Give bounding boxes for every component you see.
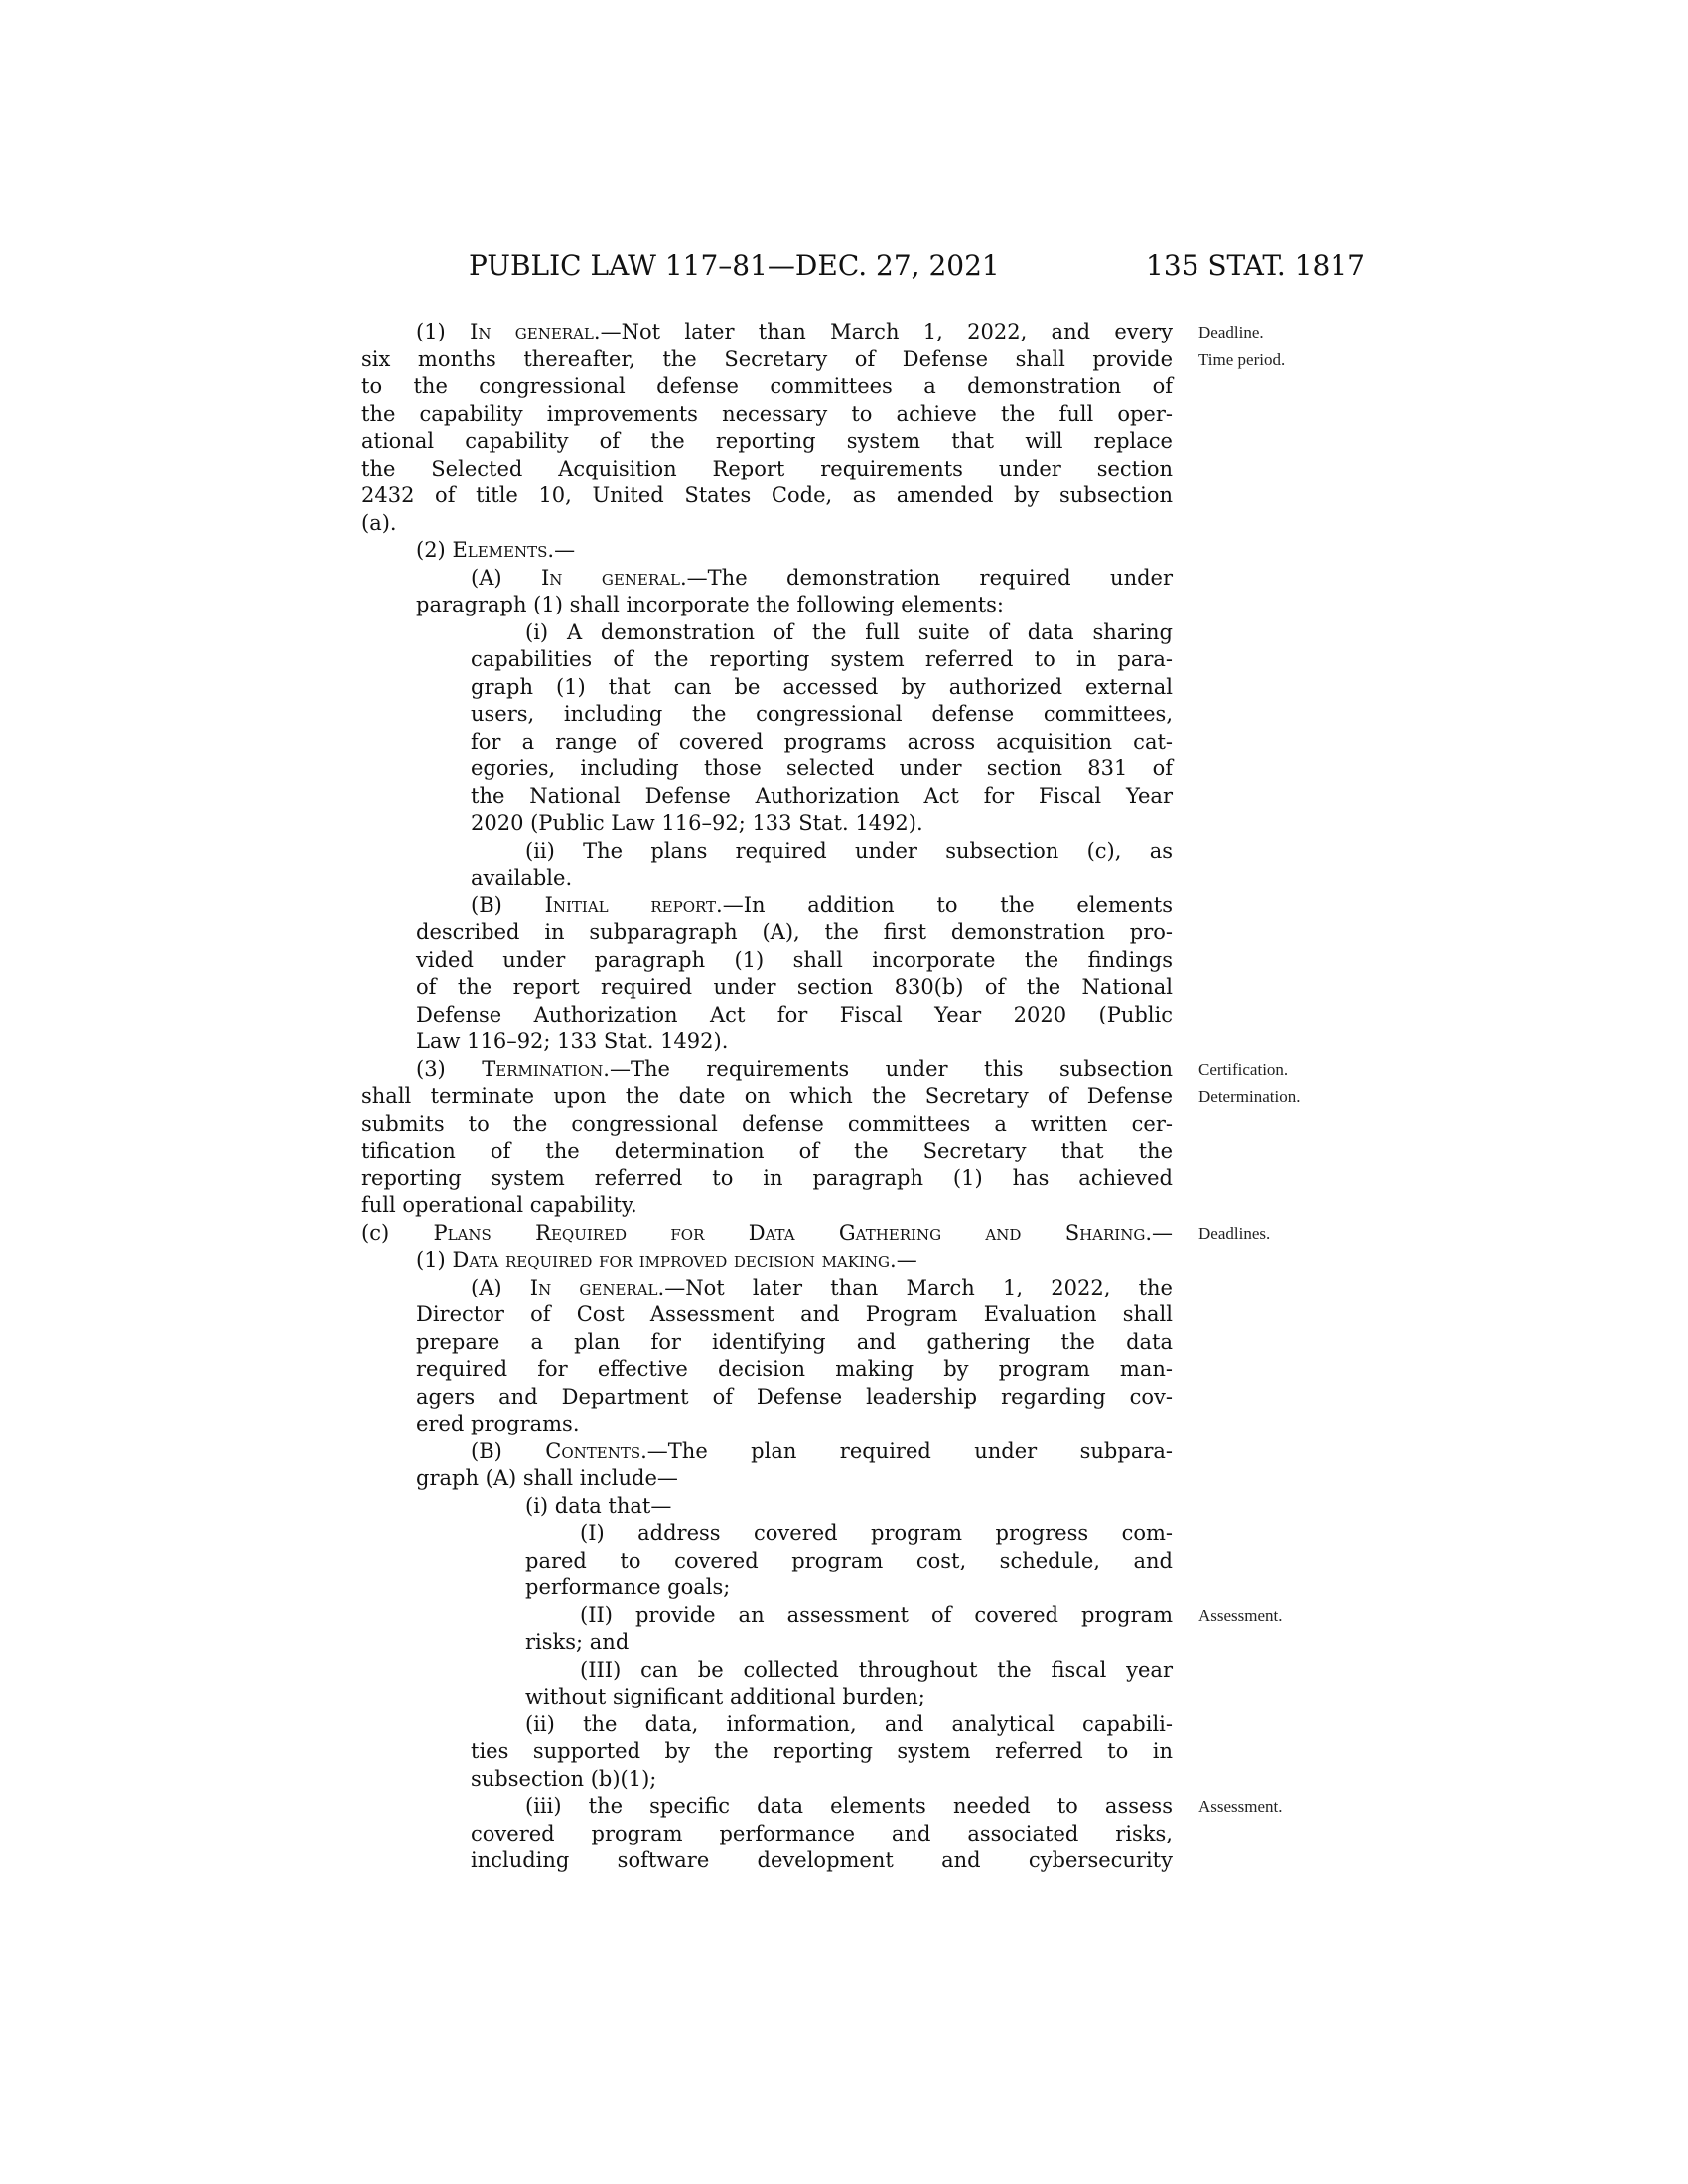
provision-heading: Data required for improved decision making. <box>452 1248 897 1272</box>
paragraph-1 <box>361 1247 1173 1275</box>
line-text: The plans required under subsection (c), as <box>583 838 1173 863</box>
text-line <box>471 892 1173 920</box>
text-line <box>525 1684 1173 1711</box>
line-text: capabilities of the reporting system referred to in para- <box>471 647 1173 671</box>
subparagraph-A <box>361 565 1173 619</box>
line-text: ties supported by the reporting system referred to in <box>471 1739 1173 1763</box>
text-line <box>471 674 1173 702</box>
margin-note: Determination. <box>1198 1087 1301 1106</box>
provision-heading: Contents. <box>545 1438 647 1463</box>
text-line <box>361 1083 1301 1111</box>
text-line <box>471 1438 1173 1466</box>
margin-note: Deadlines. <box>1198 1223 1271 1243</box>
text-line <box>471 1766 1173 1794</box>
text-line <box>471 865 1173 892</box>
provision-number: (i) <box>525 619 549 644</box>
provision-heading: In general. <box>541 565 687 590</box>
line-text: —In addition to the elements <box>722 892 1173 917</box>
text-line <box>416 1356 1173 1384</box>
line-text: address covered program progress com- <box>637 1521 1173 1545</box>
text-line <box>361 1138 1173 1165</box>
line-text: users, including the congressional defense committees, <box>471 702 1173 726</box>
provision-heading: Elements. <box>452 538 555 562</box>
margin-note: Assessment. <box>1198 1605 1283 1625</box>
line-text: provide an assessment of covered program <box>634 1602 1173 1627</box>
subclause-III <box>361 1657 1173 1711</box>
line-text: graph (1) that can be accessed by authorized external <box>471 674 1173 699</box>
line-text: of the report required under section 830(b) of the National <box>416 975 1173 999</box>
line-text: vided under paragraph (1) shall incorporate the findings <box>416 947 1173 972</box>
text-line <box>525 838 1173 866</box>
provision-number: (II) <box>580 1602 613 1627</box>
text-line <box>361 428 1173 456</box>
subparagraph-B <box>361 892 1173 1056</box>
line-text: ational capability of the reporting system that will replace <box>361 429 1173 453</box>
line-text: (a). <box>361 510 397 535</box>
text-line <box>580 1520 1173 1548</box>
subsection-c <box>361 1220 1271 1248</box>
provision-number: (i) <box>525 1493 549 1518</box>
text-line <box>471 729 1173 756</box>
line-text: tification of the determination of the Secretary that the <box>361 1139 1173 1162</box>
line-text: can be collected throughout the fiscal year <box>640 1657 1173 1682</box>
clause-ii <box>361 838 1173 892</box>
provision-heading: In general. <box>470 320 601 343</box>
line-text: Director of Cost Assessment and Program Evaluation shall <box>416 1302 1173 1326</box>
provision-number: (A) <box>471 1275 502 1299</box>
text-line <box>580 1657 1173 1685</box>
provision-number: (III) <box>580 1657 622 1682</box>
line-text: —The requirements under this subsection <box>609 1056 1173 1081</box>
text-line <box>361 373 1173 401</box>
text-line <box>580 1602 1283 1630</box>
line-text: performance goals; <box>525 1575 731 1599</box>
line-text: the specific data elements needed to assess <box>588 1794 1173 1818</box>
margin-note: Assessment. <box>1198 1797 1283 1816</box>
text-line <box>361 482 1173 510</box>
line-text: the Selected Acquisition Report requirements under section <box>361 456 1173 480</box>
provision-number: (B) <box>471 1438 502 1463</box>
text-line <box>416 1329 1173 1357</box>
text-line <box>416 1301 1173 1329</box>
subclause-II <box>361 1602 1283 1657</box>
line-text: agers and Department of Defense leadership regarding cov- <box>416 1384 1173 1409</box>
text-line <box>416 1028 1173 1056</box>
line-text: prepare a plan for identifying and gathering the data <box>416 1329 1173 1354</box>
line-text: required for effective decision making by program man- <box>416 1357 1173 1381</box>
text-line <box>471 1821 1173 1848</box>
text-line <box>416 947 1173 975</box>
line-text: data that— <box>554 1493 672 1518</box>
provision-heading: Plans Required for Data Gathering and Sharing. <box>433 1220 1152 1245</box>
line-text: egories, including those selected under section 831 of <box>471 756 1173 780</box>
provision-number: (1) <box>416 1248 446 1272</box>
provision-number: (c) <box>361 1220 390 1245</box>
text-line <box>471 783 1173 811</box>
clause-i <box>361 1493 1173 1521</box>
provision-number: (3) <box>416 1056 446 1081</box>
text-line <box>361 510 1173 538</box>
line-text: the National Defense Authorization Act for Fiscal Year <box>471 783 1173 808</box>
text-line <box>525 1493 1173 1521</box>
text-line <box>361 1111 1173 1139</box>
text-line <box>416 1002 1173 1029</box>
line-text: subsection (b)(1); <box>471 1766 657 1791</box>
provision-number: (B) <box>471 892 502 917</box>
line-text: 2432 of title 10, United States Code, as amended by subsection <box>361 483 1173 507</box>
line-text: 2020 (Public Law 116–92; 133 Stat. 1492). <box>471 811 923 835</box>
text-line <box>361 1192 1173 1220</box>
line-text: risks; and <box>525 1630 630 1654</box>
line-text: reporting system referred to in paragraph (1) has achieved <box>361 1165 1173 1190</box>
text-line <box>416 919 1173 947</box>
text-line <box>361 1165 1173 1193</box>
provision-heading: Termination. <box>482 1056 610 1081</box>
line-text: for a range of covered programs across acquisition cat- <box>471 729 1173 753</box>
text-line <box>416 319 1264 346</box>
text-line <box>416 974 1173 1002</box>
clause-iii <box>361 1793 1283 1875</box>
provision-number: (1) <box>416 320 446 343</box>
text-line <box>525 619 1173 647</box>
line-text: including software development and cybersecurity <box>471 1848 1173 1872</box>
page-number: 135 STAT. 1817 <box>1146 249 1365 282</box>
line-text: shall terminate upon the date on which the Secretary of Defense <box>361 1084 1173 1108</box>
line-text: described in subparagraph (A), the first demonstration pro- <box>416 920 1173 944</box>
text-line <box>525 1629 1173 1657</box>
text-line <box>471 1275 1173 1302</box>
line-text: —The demonstration required under <box>686 565 1173 590</box>
line-text: A demonstration of the full suite of data sharing <box>566 619 1173 644</box>
margin-note: Time period. <box>1198 349 1286 369</box>
line-text: — <box>1152 1220 1173 1245</box>
line-text: —Not later than March 1, 2022, the <box>664 1275 1173 1299</box>
text-line <box>525 1548 1173 1575</box>
text-line <box>471 1847 1173 1875</box>
provision-heading: Initial report. <box>544 892 723 917</box>
paragraph-2 <box>361 537 1173 565</box>
line-text: paragraph (1) shall incorporate the following elements: <box>416 593 1005 616</box>
text-line <box>525 1711 1173 1739</box>
text-line <box>525 1793 1283 1821</box>
line-text: —Not later than March 1, 2022, and every <box>600 320 1173 343</box>
line-text: ered programs. <box>416 1412 580 1435</box>
text-line <box>416 1465 1173 1493</box>
text-line <box>471 646 1173 674</box>
text-line <box>471 701 1173 729</box>
subparagraph-A <box>361 1275 1173 1438</box>
statute-text <box>361 319 1301 1875</box>
subparagraph-B <box>361 1438 1173 1493</box>
paragraph-3 <box>361 1056 1301 1220</box>
line-text: Defense Authorization Act for Fiscal Year 2020 (Public <box>416 1002 1173 1026</box>
line-text: to the congressional defense committees a demonstration of <box>361 374 1173 398</box>
provision-number: (2) <box>416 538 446 562</box>
provision-number: (ii) <box>525 1711 555 1736</box>
text-line <box>471 1738 1173 1766</box>
line-text: available. <box>471 866 573 889</box>
text-line <box>416 1247 1173 1275</box>
text-line <box>416 1411 1173 1438</box>
text-line <box>361 346 1286 374</box>
line-text: covered program performance and associated risks, <box>471 1821 1173 1845</box>
text-line <box>471 810 1173 838</box>
margin-note: Deadline. <box>1198 323 1264 341</box>
text-line <box>361 456 1173 483</box>
line-text: submits to the congressional defense committees a written cer- <box>361 1111 1173 1136</box>
running-header-title: PUBLIC LAW 117–81—DEC. 27, 2021 <box>469 249 1000 282</box>
clause-i <box>361 619 1173 838</box>
text-line <box>471 755 1173 783</box>
provision-number: (I) <box>580 1521 605 1545</box>
line-text: the data, information, and analytical capabili- <box>583 1711 1173 1736</box>
text-line <box>416 1384 1173 1412</box>
paragraph-1 <box>361 319 1286 537</box>
line-text: full operational capability. <box>361 1193 637 1217</box>
line-text: graph (A) shall include— <box>416 1466 678 1490</box>
line-text: pared to covered program cost, schedule, and <box>525 1548 1173 1572</box>
text-line <box>361 401 1173 429</box>
provision-number: (ii) <box>525 838 555 863</box>
clause-ii <box>361 1711 1173 1794</box>
text-line <box>471 565 1173 593</box>
text-line <box>416 537 1173 565</box>
line-text: — <box>896 1248 917 1272</box>
provision-number: (A) <box>471 565 502 590</box>
line-text: Law 116–92; 133 Stat. 1492). <box>416 1029 729 1053</box>
text-line <box>525 1574 1173 1602</box>
provision-heading: In general. <box>529 1275 665 1299</box>
subclause-I <box>361 1520 1173 1602</box>
text-line <box>361 1220 1271 1248</box>
line-text: — <box>554 538 576 562</box>
line-text: the capability improvements necessary to achieve the full oper- <box>361 401 1173 426</box>
text-line <box>416 1056 1289 1084</box>
line-text: six months thereafter, the Secretary of Defense shall provide <box>361 346 1173 371</box>
line-text: —The plan required under subpara- <box>646 1438 1173 1463</box>
margin-note: Certification. <box>1198 1059 1289 1079</box>
provision-number: (iii) <box>525 1794 562 1818</box>
text-line <box>416 592 1173 619</box>
line-text: without significant additional burden; <box>525 1685 925 1708</box>
